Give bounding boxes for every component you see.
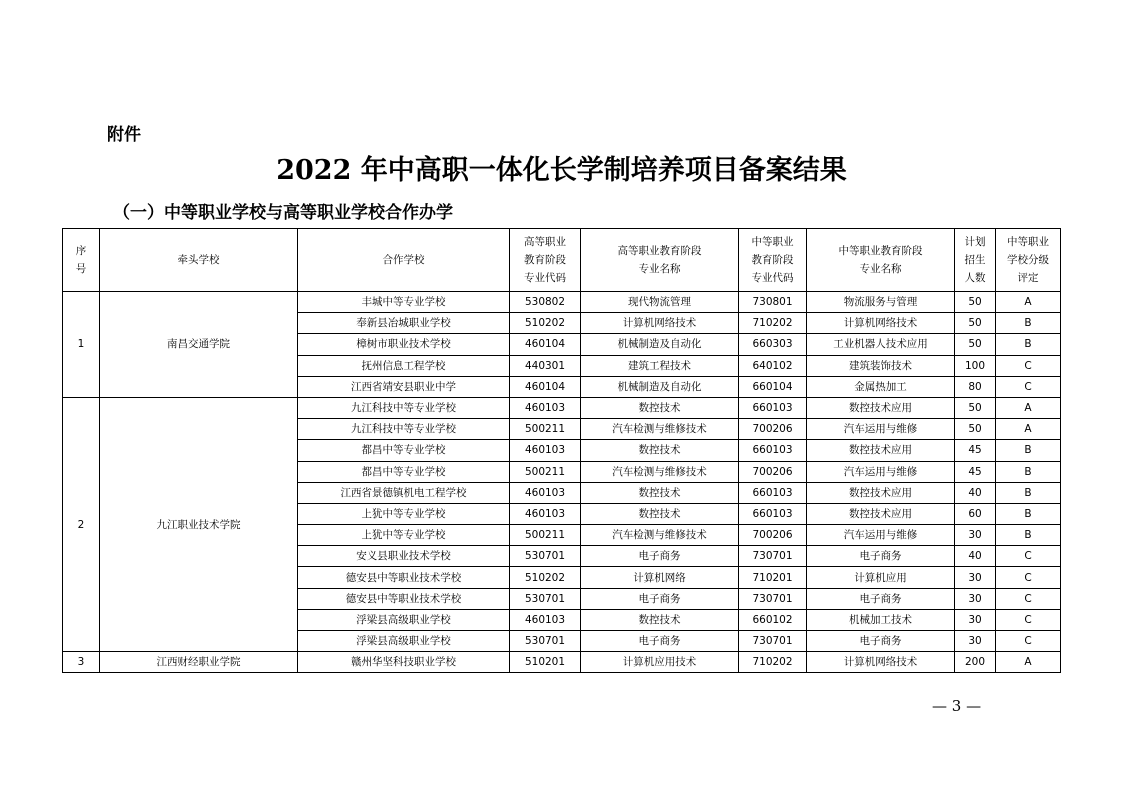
school-grade: A — [996, 292, 1061, 313]
secondary-major-code: 730701 — [739, 546, 807, 567]
secondary-major-name: 汽车运用与维修 — [807, 461, 955, 482]
school-grade: B — [996, 503, 1061, 524]
enrollment-count: 30 — [955, 525, 996, 546]
secondary-major-code: 660303 — [739, 334, 807, 355]
secondary-major-code: 660102 — [739, 609, 807, 630]
higher-major-code: 460103 — [510, 397, 581, 418]
secondary-major-name: 计算机网络技术 — [807, 313, 955, 334]
secondary-major-name: 数控技术应用 — [807, 482, 955, 503]
row-group-number: 2 — [63, 397, 100, 651]
higher-major-code: 530802 — [510, 292, 581, 313]
higher-major-code: 440301 — [510, 355, 581, 376]
enrollment-count: 50 — [955, 292, 996, 313]
secondary-major-name: 电子商务 — [807, 588, 955, 609]
partner-school: 江西省景德镇机电工程学校 — [298, 482, 510, 503]
enrollment-count: 100 — [955, 355, 996, 376]
column-header-line: 牵头学校 — [177, 254, 220, 266]
secondary-major-name: 电子商务 — [807, 631, 955, 652]
school-grade: C — [996, 567, 1061, 588]
column-header-line: 中等职业 — [751, 236, 794, 248]
lead-school: 九江职业技术学院 — [100, 397, 298, 651]
partner-school: 德安县中等职业技术学校 — [298, 567, 510, 588]
column-header-line: 合作学校 — [382, 254, 425, 266]
school-grade: C — [996, 546, 1061, 567]
secondary-major-name: 数控技术应用 — [807, 397, 955, 418]
higher-major-name: 数控技术 — [581, 482, 739, 503]
enrollment-count: 40 — [955, 482, 996, 503]
column-header — [100, 229, 298, 292]
enrollment-count: 50 — [955, 334, 996, 355]
school-grade: C — [996, 355, 1061, 376]
higher-major-name: 电子商务 — [581, 546, 739, 567]
partner-school: 九江科技中等专业学校 — [298, 397, 510, 418]
higher-major-name: 计算机应用技术 — [581, 652, 739, 673]
partner-school: 都昌中等专业学校 — [298, 461, 510, 482]
table-row — [63, 292, 1061, 313]
enrollment-count: 60 — [955, 503, 996, 524]
column-header-line: 高等职业教育阶段 — [617, 245, 702, 257]
secondary-major-code: 710202 — [739, 313, 807, 334]
secondary-major-code: 660103 — [739, 397, 807, 418]
table-body — [63, 292, 1061, 673]
table-header-row — [63, 229, 1061, 292]
secondary-major-name: 数控技术应用 — [807, 503, 955, 524]
secondary-major-name: 计算机网络技术 — [807, 652, 955, 673]
secondary-major-name: 汽车运用与维修 — [807, 419, 955, 440]
higher-major-name: 电子商务 — [581, 588, 739, 609]
higher-major-name: 机械制造及自动化 — [581, 334, 739, 355]
column-header-line: 高等职业 — [524, 236, 566, 248]
results-table — [62, 228, 1061, 673]
higher-major-name: 数控技术 — [581, 609, 739, 630]
column-header-line: 专业代码 — [751, 272, 794, 284]
partner-school: 上犹中等专业学校 — [298, 525, 510, 546]
secondary-major-name: 数控技术应用 — [807, 440, 955, 461]
page-number: — 3 — — [932, 697, 982, 715]
school-grade: B — [996, 440, 1061, 461]
secondary-major-name: 汽车运用与维修 — [807, 525, 955, 546]
column-header-line: 教育阶段 — [751, 254, 794, 266]
higher-major-code: 510201 — [510, 652, 581, 673]
partner-school: 抚州信息工程学校 — [298, 355, 510, 376]
higher-major-code: 500211 — [510, 525, 581, 546]
higher-major-code: 460103 — [510, 503, 581, 524]
higher-major-name: 计算机网络 — [581, 567, 739, 588]
row-group-number: 1 — [63, 292, 100, 398]
secondary-major-name: 物流服务与管理 — [807, 292, 955, 313]
partner-school: 上犹中等专业学校 — [298, 503, 510, 524]
partner-school: 德安县中等职业技术学校 — [298, 588, 510, 609]
school-grade: B — [996, 313, 1061, 334]
column-header-line: 中等职业 — [1007, 236, 1049, 248]
higher-major-name: 建筑工程技术 — [581, 355, 739, 376]
partner-school: 江西省靖安县职业中学 — [298, 376, 510, 397]
higher-major-name: 数控技术 — [581, 503, 739, 524]
school-grade: A — [996, 419, 1061, 440]
partner-school: 赣州华坚科技职业学校 — [298, 652, 510, 673]
enrollment-count: 40 — [955, 546, 996, 567]
partner-school: 安义县职业技术学校 — [298, 546, 510, 567]
partner-school: 奉新县冶城职业学校 — [298, 313, 510, 334]
school-grade: B — [996, 525, 1061, 546]
column-header — [807, 229, 955, 292]
secondary-major-code: 660103 — [739, 440, 807, 461]
column-header — [996, 229, 1061, 292]
attachment-label: 附件 — [107, 125, 141, 145]
enrollment-count: 30 — [955, 567, 996, 588]
column-header-line: 人数 — [964, 272, 986, 284]
school-grade: C — [996, 631, 1061, 652]
secondary-major-name: 工业机器人技术应用 — [807, 334, 955, 355]
column-header-line: 教育阶段 — [524, 254, 566, 266]
secondary-major-code: 660104 — [739, 376, 807, 397]
lead-school: 南昌交通学院 — [100, 292, 298, 398]
secondary-major-code: 660103 — [739, 482, 807, 503]
column-header — [63, 229, 100, 292]
higher-major-code: 460103 — [510, 440, 581, 461]
secondary-major-name: 电子商务 — [807, 546, 955, 567]
secondary-major-code: 700206 — [739, 525, 807, 546]
secondary-major-code: 710201 — [739, 567, 807, 588]
table-row — [63, 397, 1061, 418]
higher-major-code: 530701 — [510, 546, 581, 567]
higher-major-code: 500211 — [510, 419, 581, 440]
secondary-major-name: 建筑装饰技术 — [807, 355, 955, 376]
enrollment-count: 45 — [955, 440, 996, 461]
enrollment-count: 30 — [955, 631, 996, 652]
school-grade: C — [996, 609, 1061, 630]
partner-school: 都昌中等专业学校 — [298, 440, 510, 461]
column-header-line: 专业名称 — [638, 263, 681, 275]
secondary-major-name: 机械加工技术 — [807, 609, 955, 630]
higher-major-name: 汽车检测与维修技术 — [581, 461, 739, 482]
secondary-major-code: 640102 — [739, 355, 807, 376]
school-grade: C — [996, 376, 1061, 397]
secondary-major-name: 金属热加工 — [807, 376, 955, 397]
column-header-line: 号 — [75, 263, 87, 275]
column-header — [955, 229, 996, 292]
higher-major-name: 汽车检测与维修技术 — [581, 525, 739, 546]
partner-school: 丰城中等专业学校 — [298, 292, 510, 313]
column-header — [581, 229, 739, 292]
table-row — [63, 652, 1061, 673]
enrollment-count: 200 — [955, 652, 996, 673]
partner-school: 九江科技中等专业学校 — [298, 419, 510, 440]
enrollment-count: 50 — [955, 419, 996, 440]
secondary-major-code: 700206 — [739, 461, 807, 482]
school-grade: B — [996, 482, 1061, 503]
lead-school: 江西财经职业学院 — [100, 652, 298, 673]
column-header-line: 序 — [75, 245, 87, 257]
secondary-major-code: 730801 — [739, 292, 807, 313]
enrollment-count: 30 — [955, 588, 996, 609]
higher-major-code: 510202 — [510, 567, 581, 588]
higher-major-code: 530701 — [510, 588, 581, 609]
enrollment-count: 45 — [955, 461, 996, 482]
column-header-line: 专业代码 — [524, 272, 566, 284]
higher-major-code: 460103 — [510, 482, 581, 503]
higher-major-code: 530701 — [510, 631, 581, 652]
school-grade: B — [996, 461, 1061, 482]
column-header — [298, 229, 510, 292]
section-title: （一）中等职业学校与高等职业学校合作办学 — [113, 203, 453, 223]
higher-major-name: 汽车检测与维修技术 — [581, 419, 739, 440]
column-header-line: 招生 — [964, 254, 986, 266]
school-grade: A — [996, 397, 1061, 418]
partner-school: 浮梁县高级职业学校 — [298, 631, 510, 652]
enrollment-count: 30 — [955, 609, 996, 630]
school-grade: A — [996, 652, 1061, 673]
secondary-major-code: 730701 — [739, 631, 807, 652]
enrollment-count: 50 — [955, 397, 996, 418]
enrollment-count: 50 — [955, 313, 996, 334]
school-grade: C — [996, 588, 1061, 609]
column-header-line: 评定 — [1017, 272, 1039, 284]
school-grade: B — [996, 334, 1061, 355]
column-header-line: 中等职业教育阶段 — [838, 245, 923, 257]
secondary-major-code: 710202 — [739, 652, 807, 673]
enrollment-count: 80 — [955, 376, 996, 397]
secondary-major-code: 730701 — [739, 588, 807, 609]
higher-major-name: 计算机网络技术 — [581, 313, 739, 334]
document-title: 2022 年中高职一体化长学制培养项目备案结果 — [276, 155, 847, 186]
higher-major-code: 460104 — [510, 334, 581, 355]
secondary-major-code: 660103 — [739, 503, 807, 524]
secondary-major-name: 计算机应用 — [807, 567, 955, 588]
column-header-line: 计划 — [964, 236, 986, 248]
higher-major-code: 460103 — [510, 609, 581, 630]
higher-major-name: 数控技术 — [581, 440, 739, 461]
higher-major-name: 机械制造及自动化 — [581, 376, 739, 397]
column-header-line: 学校分级 — [1007, 254, 1049, 266]
column-header — [510, 229, 581, 292]
higher-major-code: 460104 — [510, 376, 581, 397]
partner-school: 浮梁县高级职业学校 — [298, 609, 510, 630]
higher-major-code: 500211 — [510, 461, 581, 482]
column-header-line: 专业名称 — [859, 263, 902, 275]
partner-school: 樟树市职业技术学校 — [298, 334, 510, 355]
column-header — [739, 229, 807, 292]
secondary-major-code: 700206 — [739, 419, 807, 440]
higher-major-code: 510202 — [510, 313, 581, 334]
higher-major-name: 电子商务 — [581, 631, 739, 652]
row-group-number: 3 — [63, 652, 100, 673]
higher-major-name: 数控技术 — [581, 397, 739, 418]
higher-major-name: 现代物流管理 — [581, 292, 739, 313]
